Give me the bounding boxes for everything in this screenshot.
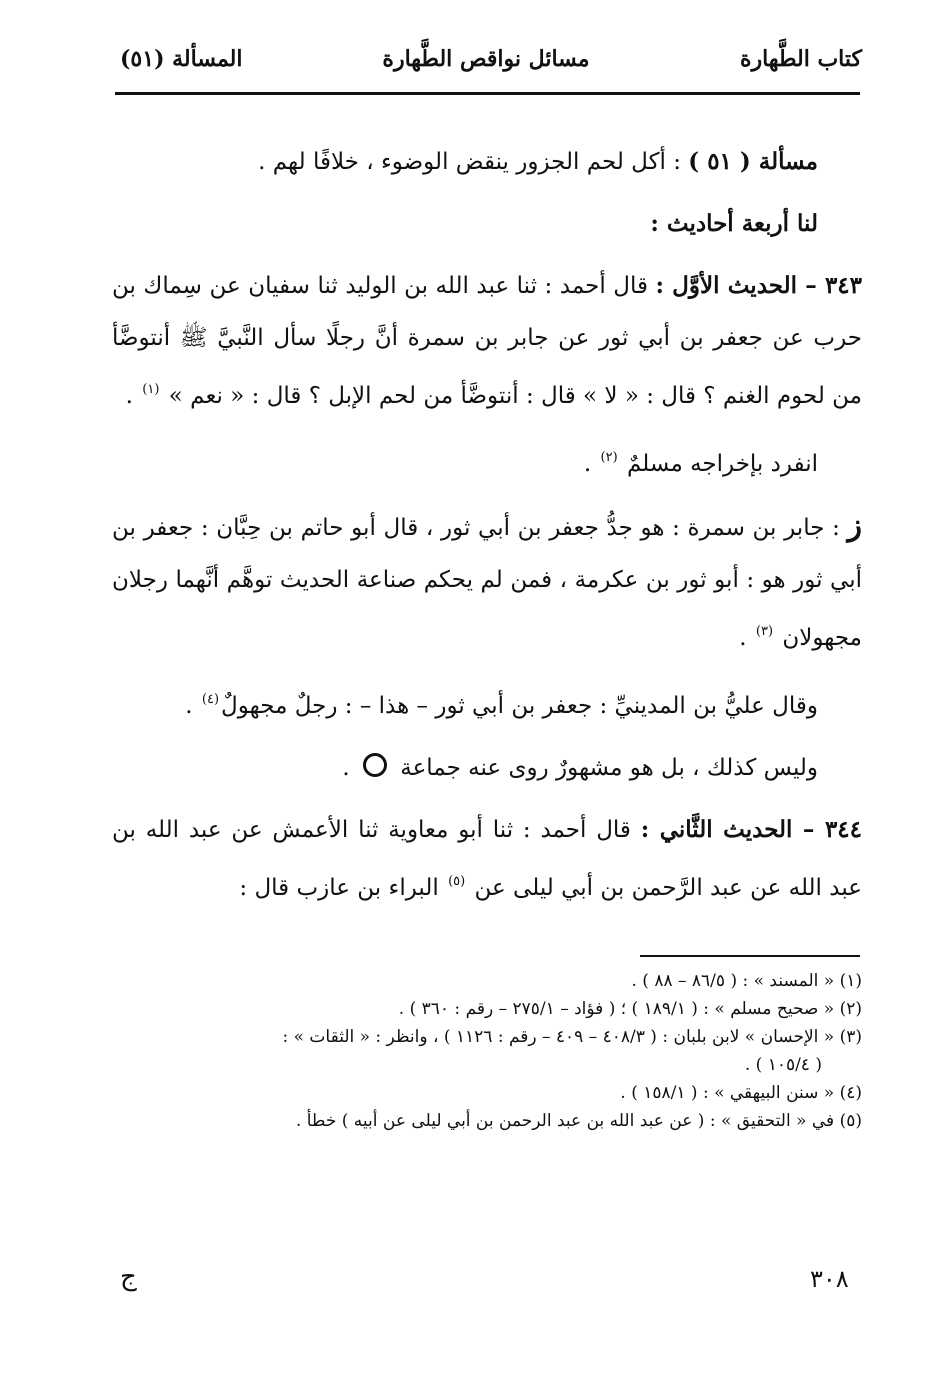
muslim-paragraph xyxy=(112,432,862,490)
muslim-text: انفرد بإخراجه مسلمٌ xyxy=(619,451,818,477)
issue-text: : أكل لحم الجزور ينقض الوضوء ، خلافًا لهم . xyxy=(258,149,689,175)
laysa-paragraph xyxy=(112,742,862,794)
footnote-ref-4[interactable]: (٤) xyxy=(201,692,220,707)
header-rule xyxy=(115,92,860,95)
footnote-ref-1[interactable]: (١) xyxy=(142,382,160,397)
footnote-ref-5[interactable]: (٥) xyxy=(448,874,466,889)
laysa-end: . xyxy=(342,755,357,781)
zay-end: . xyxy=(739,625,754,651)
footnote-ref-3[interactable]: (٣) xyxy=(755,624,774,639)
zay-marker: ز xyxy=(847,508,862,543)
footnote-ref-2[interactable]: (٢) xyxy=(600,450,618,465)
zay-paragraph xyxy=(112,500,862,664)
header-chapter-title: مسائل نواقص الطَّهارة xyxy=(382,46,590,72)
footnote-5: (٥) في « التحقيق » : ( عن عبد الله بن عبد الرحمن بن أبي ليلى عن أبيه ) خطأ . xyxy=(295,1111,862,1131)
footnotes xyxy=(112,967,862,1135)
ali-text: وقال عليُّ بن المدينيِّ : جعفر بن أبي ثور – هذا – : رجلٌ مجهولٌ xyxy=(221,693,818,719)
four-hadiths-text: لنا أربعة أحاديث : xyxy=(650,210,818,237)
main-text xyxy=(112,136,862,914)
hadith-343-paragraph xyxy=(112,260,862,422)
footnote-rule xyxy=(640,955,860,957)
footnote-1: (١) « المسند » : ( ٨٦/٥ – ٨٨ ) . xyxy=(631,971,862,991)
page-number: ٣٠٨ xyxy=(810,1265,849,1293)
ali-end: . xyxy=(185,693,200,719)
header-issue-number: المسألة (٥١) xyxy=(120,46,243,72)
laysa-text: وليس كذلك ، بل هو مشهورٌ روى عنه جماعة xyxy=(392,755,818,781)
hadith-344-label: ٣٤٤ – الحديث الثَّاني : xyxy=(640,816,862,843)
ali-paragraph xyxy=(112,674,862,732)
footnote-3: (٣) « الإحسان » لابن بلبان : ( ٤٠٨/٣ – ٤٠٩ – رقم : ١١٢٦ ) ، وانظر : « الثقات » : xyxy=(282,1027,862,1047)
footnote-2: (٢) « صحيح مسلم » : ( ١٨٩/١ ) ؛ ( فؤاد – ٢٧٥/١ – رقم : ٣٦٠ ) . xyxy=(398,999,862,1019)
hadith-343-text: قال أحمد : ثنا عبد الله بن الوليد ثنا سفيان عن سِماك بن حرب عن جعفر بن أبي ثور عن جابر بن سمرة أنَّ رجلًا سأل النَّبيَّ ﷺ أنتوضَّأ من لحوم الغنم ؟ قال : « لا » قال : أنتوضَّأ من لحم الإبل ؟ قال : « نعم » xyxy=(112,273,862,409)
footnote-4: (٤) « سنن البيهقي » : ( ١٥٨/١ ) . xyxy=(620,1083,862,1103)
issue-paragraph xyxy=(112,136,862,188)
hadith-343-end: . xyxy=(125,383,141,409)
circle-marker xyxy=(363,753,387,777)
hadith-344-text-1: قال أحمد : ثنا أبو معاوية ثنا الأعمش عن عبد الله بن عبد الله عن عبد الرَّحمن بن أبي ليلى عن xyxy=(112,817,862,901)
hadith-343-label: ٣٤٣ – الحديث الأوَّل : xyxy=(655,272,862,299)
signature-letter: ج xyxy=(120,1262,137,1292)
header-book-title: كتاب الطَّهارة xyxy=(739,46,862,72)
muslim-end: . xyxy=(583,451,599,477)
four-hadiths-heading xyxy=(112,198,862,250)
zay-text: : جابر بن سمرة : هو جدُّ جعفر بن أبي ثور ، قال أبو حاتم بن حِبَّان : جعفر بن أبي ثور هو : أبو ثور بن عكرمة ، فمن لم يحكم صناعة الحديث توهَّم أنَّهما رجلان مجهولان xyxy=(112,515,862,651)
hadith-344-text-2: البراء بن عازب قال : xyxy=(239,875,447,901)
footnote-3-continued: ( ١٠٥/٤ ) . xyxy=(744,1055,822,1075)
issue-label: مسألة ( ٥١ ) xyxy=(688,148,818,175)
hadith-344-paragraph xyxy=(112,804,862,914)
running-header xyxy=(110,40,862,84)
